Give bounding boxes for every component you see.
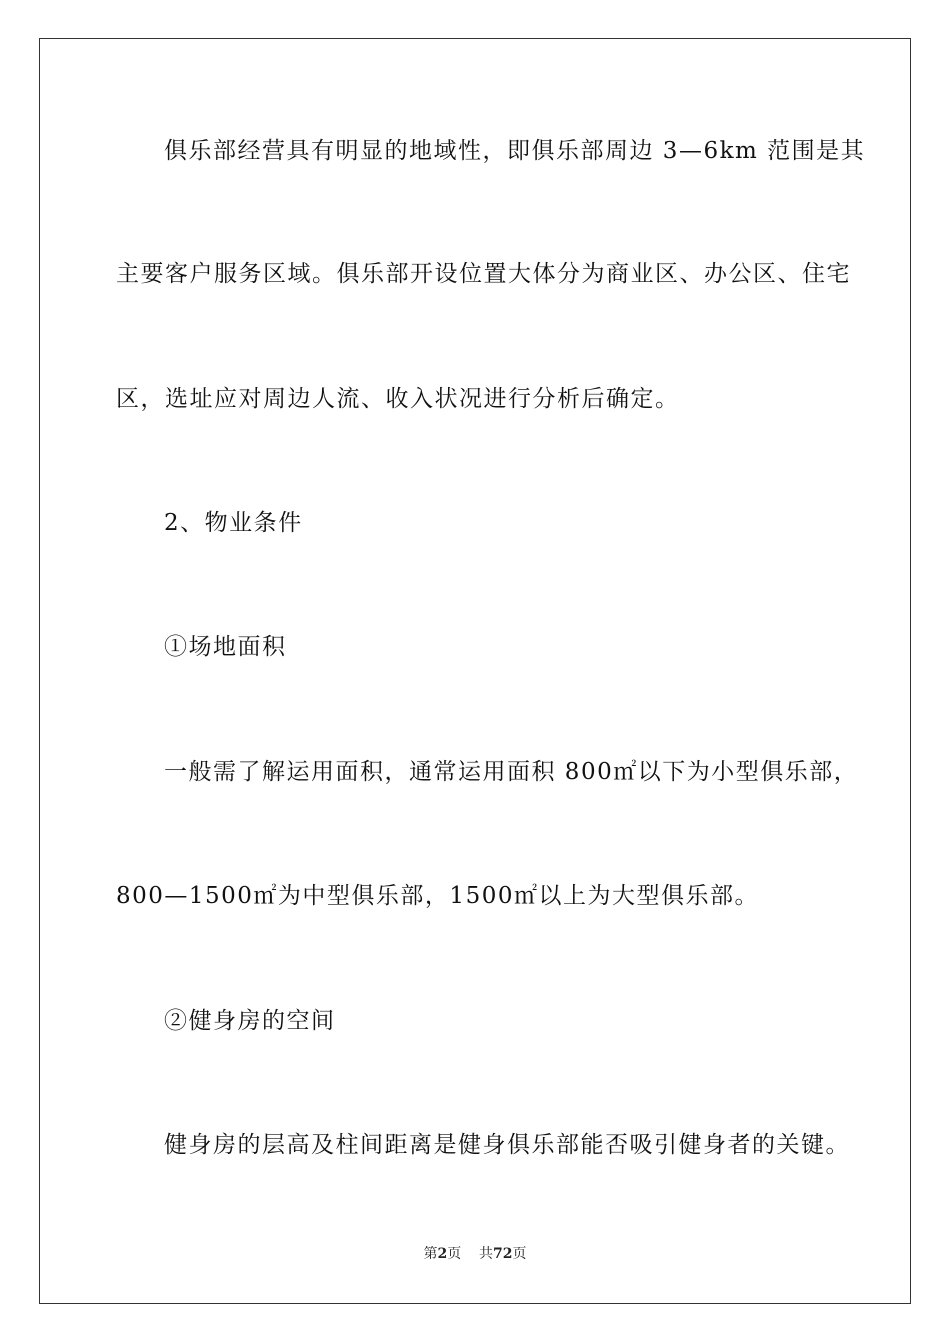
subsection-heading: ①场地面积 [164, 634, 287, 660]
page-footer [0, 1245, 950, 1263]
paragraph-line: 区，选址应对周边人流、收入状况进行分析后确定。 [116, 386, 680, 412]
page-number: 2 [437, 1246, 448, 1262]
paragraph-line: 俱乐部经营具有明显的地域性，即俱乐部周边 3—6km 范围是其 [164, 138, 866, 164]
paragraph-line: 健身房的层高及柱间距离是健身俱乐部能否吸引健身者的关键。 [164, 1132, 850, 1158]
total-prefix: 共 [479, 1246, 494, 1262]
total-suffix: 页 [512, 1246, 527, 1262]
page-suffix: 页 [447, 1246, 462, 1262]
page-border [39, 38, 911, 1304]
total-pages: 72 [493, 1246, 513, 1262]
subsection-heading: ②健身房的空间 [164, 1008, 336, 1034]
paragraph-line: 800—1500㎡为中型俱乐部，1500㎡以上为大型俱乐部。 [116, 883, 759, 909]
paragraph-line: 一般需了解运用面积，通常运用面积 800㎡以下为小型俱乐部， [164, 759, 859, 785]
paragraph-line: 主要客户服务区域。俱乐部开设位置大体分为商业区、办公区、住宅 [116, 261, 851, 287]
page-prefix: 第 [423, 1246, 438, 1262]
section-heading: 2、物业条件 [164, 510, 303, 536]
